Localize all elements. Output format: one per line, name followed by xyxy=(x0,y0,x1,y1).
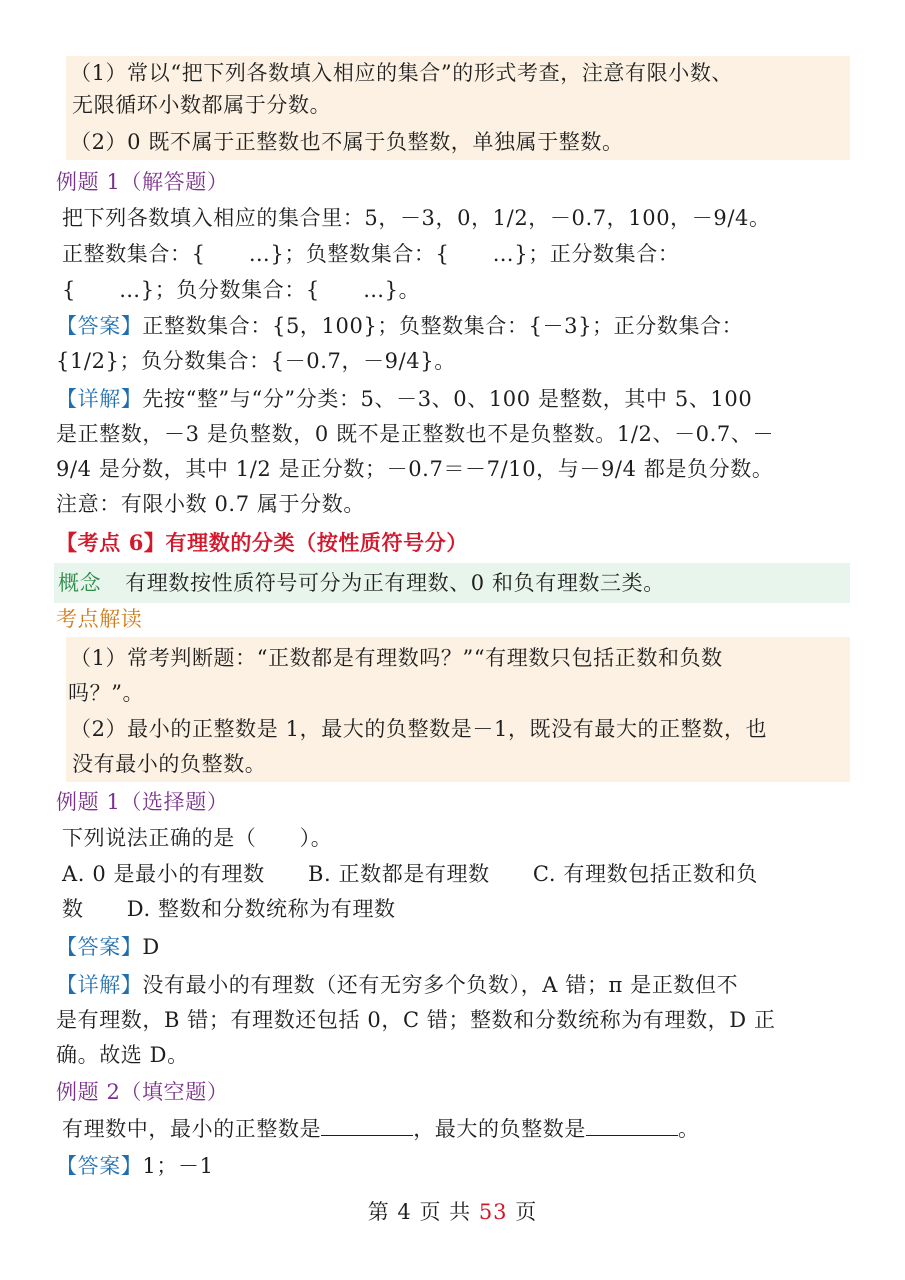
footer-prefix: 第 4 页 共 xyxy=(367,1200,479,1224)
answer-text: 1；－1 xyxy=(142,1154,214,1178)
explain-line-3: 9/4 是分数，其中 1/2 是正分数；－0.7＝－7/10，与－9/4 都是负分数。 xyxy=(56,457,774,481)
reading-item-1-line-1: （1）常考判断题：“正数都是有理数吗？”“有理数只包括正数和负数 xyxy=(70,646,723,670)
example-title: 例题 1（选择题） xyxy=(56,790,229,814)
answer-tag: 【答案】 xyxy=(56,314,143,338)
question-part-b: ，最大的负整数是 xyxy=(413,1117,587,1141)
reading-item-1-line-2: 吗？”。 xyxy=(68,681,145,705)
answer-text: 正整数集合：{5，100}；负整数集合：{－3}；正分数集合： xyxy=(142,314,744,338)
options-line-1: A. 0 是最小的有理数 B. 正数都是有理数 C. 有理数包括正数和负 xyxy=(62,862,758,886)
concept-label: 概念 xyxy=(58,571,102,595)
concept-line xyxy=(58,568,665,598)
answer-line xyxy=(56,1151,214,1181)
explain-line-1 xyxy=(56,970,738,1000)
answer-blank[interactable] xyxy=(321,1117,413,1136)
reading-item-1-line-1: （1）常以“把下列各数填入相应的集合”的形式考查，注意有限小数、 xyxy=(70,61,734,85)
question-line-2: 正整数集合：{ …}；负整数集合：{ …}；正分数集合： xyxy=(62,242,680,266)
example-title: 例题 1（解答题） xyxy=(56,170,229,194)
explain-line-3: 确。故选 D。 xyxy=(56,1043,189,1067)
footer-suffix: 页 xyxy=(507,1200,538,1224)
answer-blank[interactable] xyxy=(586,1117,678,1136)
explain-text: 先按“整”与“分”分类：5、－3、0、100 是整数，其中 5、100 xyxy=(142,387,753,411)
answer-line xyxy=(56,932,160,962)
example-title: 例题 2（填空题） xyxy=(56,1080,229,1104)
explain-text: 没有最小的有理数（还有无穷多个负数），A 错；π 是正数但不 xyxy=(142,973,739,997)
reading-item-2-line-1: （2）最小的正整数是 1，最大的负整数是－1，既没有最大的正整数，也 xyxy=(70,717,768,741)
explain-tag: 【详解】 xyxy=(56,387,143,411)
section-heading: 【考点 6】有理数的分类（按性质符号分） xyxy=(56,530,468,555)
question-line-3: { …}；负分数集合：{ …}。 xyxy=(62,278,421,302)
reading-label: 考点解读 xyxy=(56,607,143,631)
total-pages: 53 xyxy=(478,1200,508,1224)
question-line: 下列说法正确的是（ ）。 xyxy=(62,826,333,850)
answer-text: D xyxy=(142,935,160,959)
question-part-a: 有理数中，最小的正整数是 xyxy=(62,1117,322,1141)
reading-item-2: （2）0 既不属于正整数也不属于负整数，单独属于整数。 xyxy=(70,130,624,154)
question-part-c: 。 xyxy=(678,1117,700,1141)
concept-text: 有理数按性质符号可分为正有理数、0 和负有理数三类。 xyxy=(125,571,665,595)
explain-line-2: 是有理数，B 错；有理数还包括 0，C 错；整数和分数统称为有理数，D 正 xyxy=(56,1008,776,1032)
explain-line-2: 是正整数，－3 是负整数，0 既不是正整数也不是负整数。1/2、－0.7、－ xyxy=(56,422,775,446)
explain-tag: 【详解】 xyxy=(56,973,143,997)
answer-line-2: {1/2}；负分数集合：{－0.7，－9/4}。 xyxy=(56,349,456,373)
fill-question xyxy=(62,1114,700,1144)
answer-tag: 【答案】 xyxy=(56,935,143,959)
explain-line-1 xyxy=(56,384,752,414)
reading-item-1-line-2: 无限循环小数都属于分数。 xyxy=(72,93,332,117)
question-line-1: 把下列各数填入相应的集合里：5，－3，0，1/2，－0.7，100，－9/4。 xyxy=(62,206,771,230)
answer-line-1 xyxy=(56,311,743,341)
options-line-2: 数 D. 整数和分数统称为有理数 xyxy=(62,897,396,921)
page-footer xyxy=(0,1196,905,1226)
explain-line-4: 注意：有限小数 0.7 属于分数。 xyxy=(56,492,365,516)
reading-item-2-line-2: 没有最小的负整数。 xyxy=(72,752,267,776)
answer-tag: 【答案】 xyxy=(56,1154,143,1178)
